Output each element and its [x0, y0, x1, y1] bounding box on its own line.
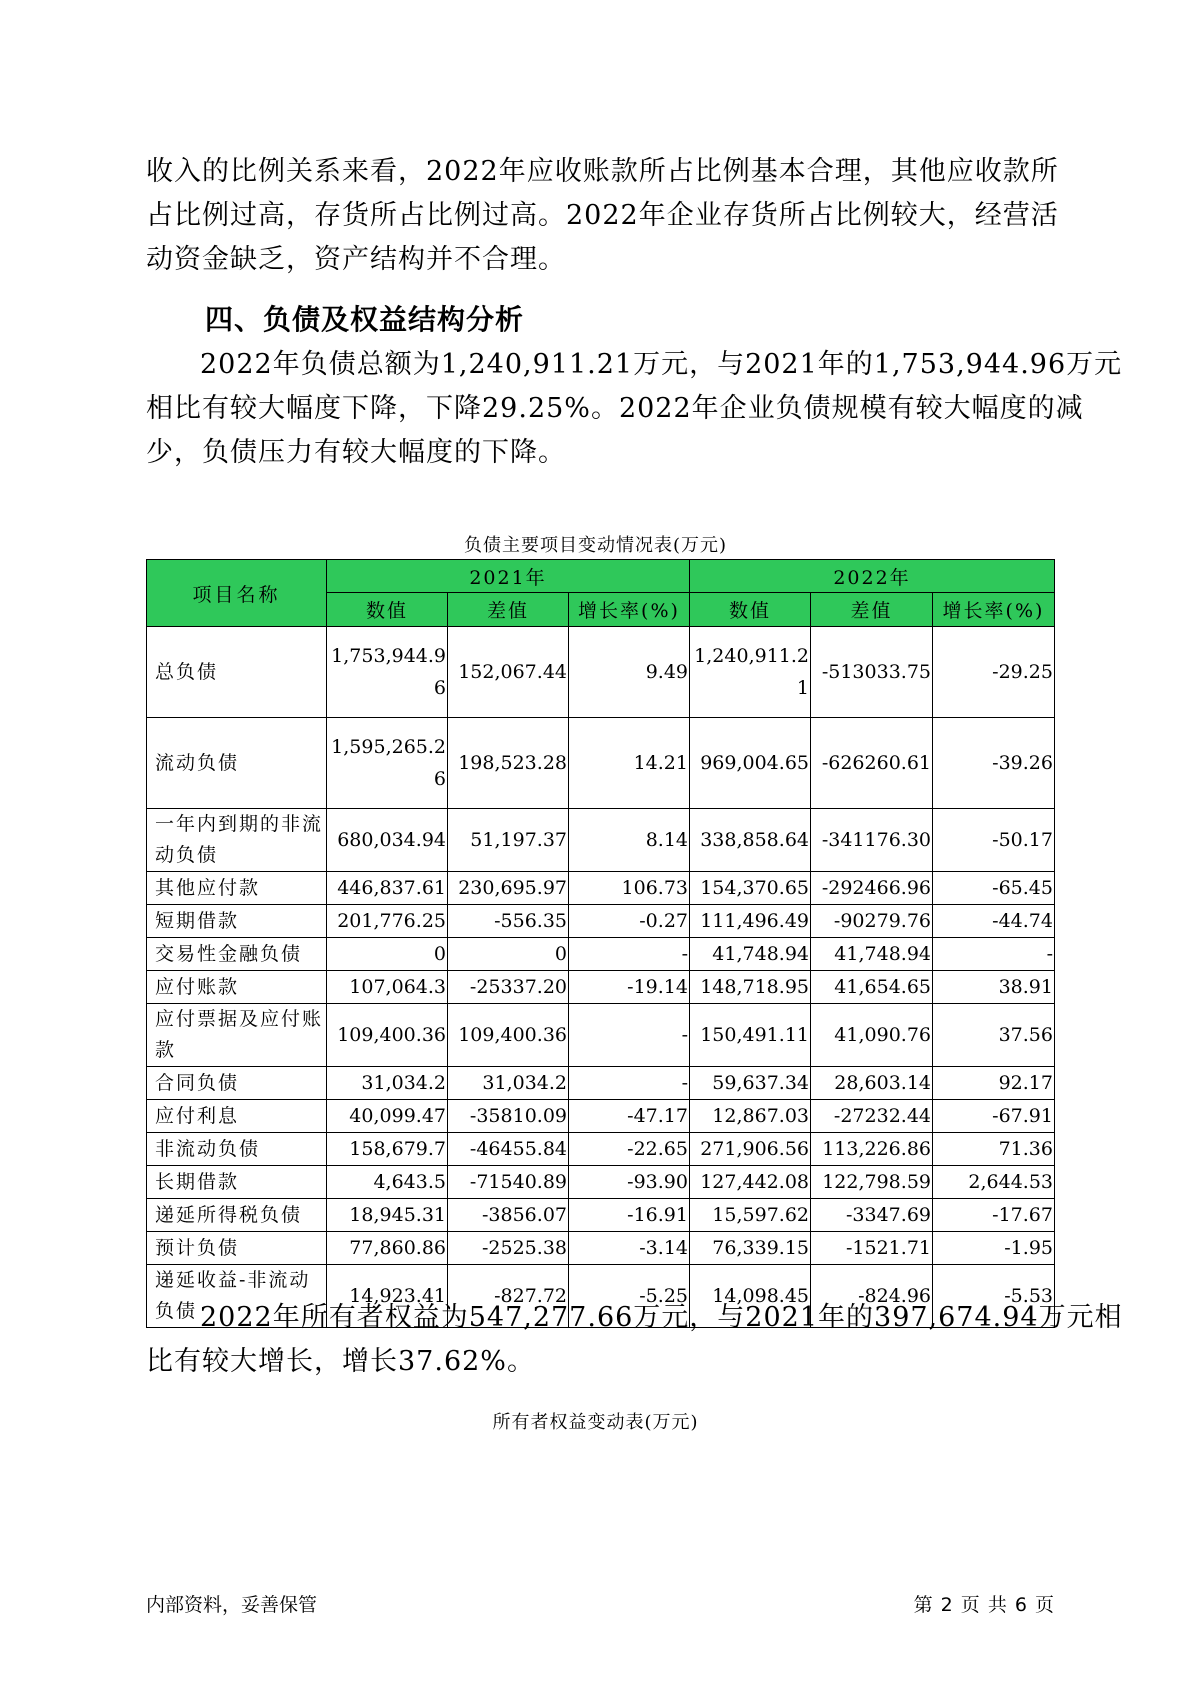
cell-growth-2021: -22.65	[569, 1133, 690, 1166]
cell-growth-2022: -17.67	[933, 1199, 1055, 1232]
cell-growth-2022: -29.25	[933, 627, 1055, 718]
table-row	[147, 809, 1055, 872]
cell-diff-2021: -556.35	[448, 905, 569, 938]
row-item-name: 短期借款	[147, 905, 327, 938]
cell-value-2021: 1,595,265.26	[327, 718, 448, 809]
cell-diff-2022: -1521.71	[811, 1232, 933, 1265]
cell-growth-2021: -0.27	[569, 905, 690, 938]
header-year-2022: 2022年	[690, 560, 1055, 593]
row-item-name: 总负债	[147, 627, 327, 718]
cell-value-2022: 111,496.49	[690, 905, 811, 938]
row-item-name: 长期借款	[147, 1166, 327, 1199]
intro-paragraph	[146, 150, 1059, 282]
cell-diff-2021: -35810.09	[448, 1100, 569, 1133]
cell-value-2021: 40,099.47	[327, 1100, 448, 1133]
cell-diff-2021: -46455.84	[448, 1133, 569, 1166]
cell-value-2021: 201,776.25	[327, 905, 448, 938]
cell-growth-2021: 14.21	[569, 718, 690, 809]
cell-growth-2022: 92.17	[933, 1067, 1055, 1100]
table-row	[147, 872, 1055, 905]
footer-confidential-note: 内部资料，妥善保管	[146, 1594, 318, 1616]
cell-diff-2021: 230,695.97	[448, 872, 569, 905]
header-diff-2021: 差值	[448, 593, 569, 627]
cell-growth-2021: -	[569, 1004, 690, 1067]
cell-growth-2022: -67.91	[933, 1100, 1055, 1133]
intro-line: 占比例过高，存货所占比例过高。2022年企业存货所占比例较大，经营活	[146, 200, 1059, 231]
table-row	[147, 1067, 1055, 1100]
cell-diff-2022: -341176.30	[811, 809, 933, 872]
row-item-name: 一年内到期的非流动负债	[147, 809, 327, 872]
liability-table	[146, 559, 1055, 1328]
cell-diff-2021: 109,400.36	[448, 1004, 569, 1067]
row-item-name: 递延所得税负债	[147, 1199, 327, 1232]
cell-diff-2021: 198,523.28	[448, 718, 569, 809]
cell-value-2022: 150,491.11	[690, 1004, 811, 1067]
cell-growth-2021: -19.14	[569, 971, 690, 1004]
cell-value-2022: 14,098.45	[690, 1265, 811, 1328]
cell-diff-2021: -3856.07	[448, 1199, 569, 1232]
cell-value-2022: 154,370.65	[690, 872, 811, 905]
cell-growth-2021: 9.49	[569, 627, 690, 718]
table-row	[147, 1199, 1055, 1232]
cell-growth-2022: 2,644.53	[933, 1166, 1055, 1199]
table-row	[147, 971, 1055, 1004]
header-growth-2022: 增长率(%)	[933, 593, 1055, 627]
cell-growth-2022: -	[933, 938, 1055, 971]
cell-value-2021: 446,837.61	[327, 872, 448, 905]
cell-value-2022: 76,339.15	[690, 1232, 811, 1265]
cell-diff-2022: -292466.96	[811, 872, 933, 905]
cell-growth-2021: -	[569, 1067, 690, 1100]
cell-growth-2022: 38.91	[933, 971, 1055, 1004]
cell-growth-2021: -93.90	[569, 1166, 690, 1199]
cell-diff-2022: 122,798.59	[811, 1166, 933, 1199]
header-item-name: 项目名称	[147, 560, 327, 627]
cell-value-2021: 109,400.36	[327, 1004, 448, 1067]
table-row	[147, 1100, 1055, 1133]
row-item-name: 合同负债	[147, 1067, 327, 1100]
row-item-name: 非流动负债	[147, 1133, 327, 1166]
row-item-name: 应付票据及应付账款	[147, 1004, 327, 1067]
header-year-2021: 2021年	[327, 560, 690, 593]
row-item-name: 预计负债	[147, 1232, 327, 1265]
cell-value-2021: 158,679.7	[327, 1133, 448, 1166]
liability-line: 少，负债压力有较大幅度的下降。	[146, 437, 566, 468]
row-item-name: 其他应付款	[147, 872, 327, 905]
cell-growth-2022: -44.74	[933, 905, 1055, 938]
cell-diff-2022: 41,654.65	[811, 971, 933, 1004]
cell-value-2021: 680,034.94	[327, 809, 448, 872]
cell-diff-2022: -90279.76	[811, 905, 933, 938]
liability-paragraph	[146, 343, 1123, 475]
cell-diff-2022: 41,090.76	[811, 1004, 933, 1067]
cell-value-2022: 969,004.65	[690, 718, 811, 809]
cell-value-2022: 271,906.56	[690, 1133, 811, 1166]
cell-diff-2022: -824.96	[811, 1265, 933, 1328]
row-item-name: 应付利息	[147, 1100, 327, 1133]
cell-growth-2022: 71.36	[933, 1133, 1055, 1166]
cell-value-2022: 338,858.64	[690, 809, 811, 872]
equity-line: 比有较大增长，增长37.62%。	[146, 1346, 535, 1377]
cell-value-2022: 1,240,911.21	[690, 627, 811, 718]
row-item-name: 交易性金融负债	[147, 938, 327, 971]
cell-value-2021: 1,753,944.96	[327, 627, 448, 718]
footer-page-number: 第 2 页 共 6 页	[913, 1594, 1055, 1616]
cell-diff-2022: -513033.75	[811, 627, 933, 718]
row-item-name: 递延收益-非流动负债	[147, 1265, 327, 1328]
cell-diff-2022: 113,226.86	[811, 1133, 933, 1166]
liability-table-caption: 负债主要项目变动情况表(万元)	[463, 535, 728, 556]
cell-diff-2021: -827.72	[448, 1265, 569, 1328]
cell-diff-2021: 0	[448, 938, 569, 971]
cell-diff-2021: -71540.89	[448, 1166, 569, 1199]
table-row	[147, 1004, 1055, 1067]
cell-value-2021: 107,064.3	[327, 971, 448, 1004]
header-value-2021: 数值	[327, 593, 448, 627]
cell-diff-2021: -2525.38	[448, 1232, 569, 1265]
cell-growth-2021: 106.73	[569, 872, 690, 905]
equity-line: 2022年所有者权益为547,277.66万元，与2021年的397,674.94万元相	[200, 1302, 1123, 1333]
cell-value-2022: 15,597.62	[690, 1199, 811, 1232]
cell-growth-2021: -3.14	[569, 1232, 690, 1265]
cell-growth-2021: 8.14	[569, 809, 690, 872]
cell-diff-2022: -3347.69	[811, 1199, 933, 1232]
header-diff-2022: 差值	[811, 593, 933, 627]
cell-growth-2022: -1.95	[933, 1232, 1055, 1265]
cell-value-2021: 0	[327, 938, 448, 971]
table-row	[147, 938, 1055, 971]
table-row	[147, 1166, 1055, 1199]
cell-value-2021: 77,860.86	[327, 1232, 448, 1265]
cell-diff-2021: 152,067.44	[448, 627, 569, 718]
cell-growth-2022: -39.26	[933, 718, 1055, 809]
row-item-name: 流动负债	[147, 718, 327, 809]
cell-growth-2021: -16.91	[569, 1199, 690, 1232]
liability-line: 2022年负债总额为1,240,911.21万元，与2021年的1,753,944.96万元	[200, 349, 1123, 380]
section-heading: 四、负债及权益结构分析	[205, 303, 525, 336]
row-item-name: 应付账款	[147, 971, 327, 1004]
cell-value-2021: 14,923.41	[327, 1265, 448, 1328]
cell-value-2022: 41,748.94	[690, 938, 811, 971]
cell-diff-2022: 28,603.14	[811, 1067, 933, 1100]
cell-growth-2022: -5.53	[933, 1265, 1055, 1328]
intro-line: 动资金缺乏，资产结构并不合理。	[146, 244, 566, 275]
cell-growth-2022: -65.45	[933, 872, 1055, 905]
cell-growth-2021: -	[569, 938, 690, 971]
equity-table-caption: 所有者权益变动表(万元)	[492, 1412, 699, 1433]
header-value-2022: 数值	[690, 593, 811, 627]
cell-growth-2021: -47.17	[569, 1100, 690, 1133]
cell-diff-2022: -626260.61	[811, 718, 933, 809]
cell-value-2021: 31,034.2	[327, 1067, 448, 1100]
cell-diff-2022: -27232.44	[811, 1100, 933, 1133]
cell-value-2022: 59,637.34	[690, 1067, 811, 1100]
cell-value-2021: 4,643.5	[327, 1166, 448, 1199]
cell-diff-2021: 31,034.2	[448, 1067, 569, 1100]
cell-diff-2022: 41,748.94	[811, 938, 933, 971]
table-row	[147, 718, 1055, 809]
cell-growth-2021: -5.25	[569, 1265, 690, 1328]
cell-growth-2022: 37.56	[933, 1004, 1055, 1067]
liability-line: 相比有较大幅度下降，下降29.25%。2022年企业负债规模有较大幅度的减	[146, 393, 1084, 424]
cell-diff-2021: 51,197.37	[448, 809, 569, 872]
cell-value-2022: 148,718.95	[690, 971, 811, 1004]
cell-diff-2021: -25337.20	[448, 971, 569, 1004]
intro-line: 收入的比例关系来看，2022年应收账款所占比例基本合理，其他应收款所	[146, 156, 1059, 187]
cell-value-2022: 127,442.08	[690, 1166, 811, 1199]
table-row	[147, 1133, 1055, 1166]
table-row	[147, 1232, 1055, 1265]
table-row	[147, 905, 1055, 938]
header-growth-2021: 增长率(%)	[569, 593, 690, 627]
cell-growth-2022: -50.17	[933, 809, 1055, 872]
cell-value-2022: 12,867.03	[690, 1100, 811, 1133]
cell-value-2021: 18,945.31	[327, 1199, 448, 1232]
table-row	[147, 627, 1055, 718]
